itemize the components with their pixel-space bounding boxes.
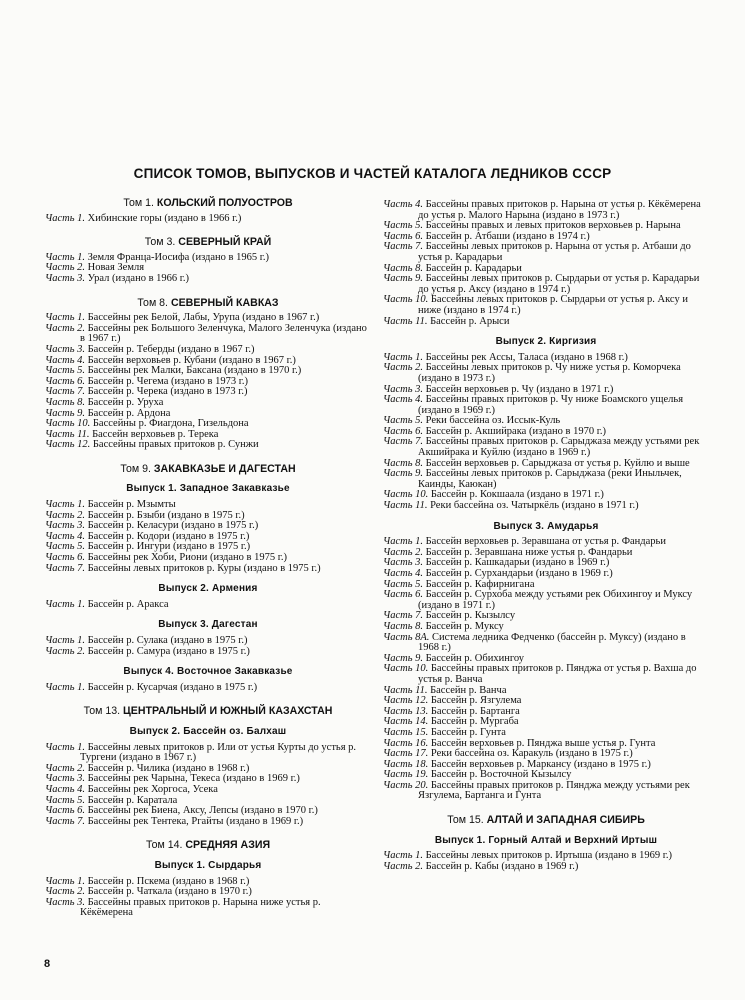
part-label: Часть 11. [383, 684, 428, 696]
part-text: Бассейны рек Ассы, Таласа (издано в 1968 г.) [425, 351, 628, 363]
part-label: Часть 5. [383, 578, 424, 590]
part-label: Часть 2. [45, 322, 86, 334]
part-label: Часть 2. [45, 262, 86, 274]
part-text: Система ледника Федченко (бассейн р. Муксу) (издано в 1968 г.) [418, 631, 686, 654]
part-text: Бассейны правых притоков р. Нарына от устья р. Кёкёмерена до устья р. Малого Нарына (издано в 1973 г.) [418, 199, 701, 221]
list-item [383, 295, 709, 316]
volume-label: Том 15. [447, 814, 484, 827]
part-text: Бассейн р. Чаткала (издано в 1970 г.) [87, 886, 252, 898]
part-text: Бассейн р. Кабы (издано в 1969 г.) [425, 860, 579, 872]
issue-heading: Выпуск 1. Сырдарья [154, 859, 262, 871]
list-item [45, 683, 371, 694]
part-text: Бассейны левых притоков р. Или от устья Курты до устья р. Тургени (издано в 1967 г.) [80, 741, 357, 764]
part-label: Часть 7. [383, 436, 424, 448]
volume-label: Том 14. [145, 839, 183, 852]
volume-heading [45, 237, 371, 248]
part-text: Бассейн р. Сурхандарьи (издано в 1969 г.) [425, 568, 613, 579]
entry-list [45, 600, 371, 611]
part-text: Бассейны правых притоков р. Сунжи [92, 439, 259, 451]
volume-label: Том 3. [144, 236, 176, 249]
part-label: Часть 1. [45, 251, 86, 263]
volume-heading [45, 298, 371, 309]
part-label: Часть 4. [383, 394, 424, 406]
part-text: Бассейн верховьев р. Маркансу (издано в 1975 г.) [430, 758, 651, 770]
part-label: Часть 6. [45, 805, 86, 817]
part-text: Бассейн р. Сулака (издано в 1975 г.) [87, 635, 248, 646]
part-text: Бассейны правых притоков р. Пянджа от устья р. Вахша до устья р. Ванча [418, 663, 697, 685]
issue-heading: Выпуск 3. Амударья [493, 520, 599, 532]
part-label: Часть 2. [45, 509, 86, 521]
volume-name: СЕВЕРНЫЙ КАВКАЗ [170, 296, 279, 309]
part-label: Часть 3. [45, 343, 86, 355]
part-text: Бассейн р. Уруха [87, 396, 164, 408]
entry-list [45, 877, 371, 919]
page-title: СПИСОК ТОМОВ, ВЫПУСКОВ И ЧАСТЕЙ КАТАЛОГА ЛЕДНИКОВ СССР [133, 166, 612, 181]
part-text: Бассейн р. Мзымты [87, 499, 176, 511]
entry-list [45, 683, 371, 694]
part-text: Бассейны правых притоков р. Чу ниже Боамского ущелья (издано в 1969 г.) [418, 394, 684, 416]
part-text: Бассейн верховьев р. Пянджа выше устья р. Гунта [430, 737, 656, 749]
part-label: Часть 3. [45, 896, 86, 908]
list-item [383, 242, 709, 263]
part-text: Бассейны рек Белой, Лабы, Урупа (издано в 1967 г.) [87, 312, 320, 324]
entry-list [383, 353, 709, 512]
part-text: Бассейн р. Обихингоу [425, 652, 524, 664]
issue-heading: Выпуск 2. Армения [158, 583, 258, 595]
part-label: Часть 4. [45, 530, 86, 542]
issue-heading: Выпуск 1. Западное Закавказье [126, 483, 290, 495]
list-item [383, 781, 709, 802]
part-label: Часть 13. [383, 705, 429, 717]
volume-name: СРЕДНЯЯ АЗИЯ [185, 839, 271, 852]
list-item [383, 664, 709, 685]
part-label: Часть 14. [383, 716, 429, 728]
part-text: Бассейны правых притоков р. Пянджа между устьями рек Язгулема, Бартанга и Гунта [418, 779, 690, 802]
volume-label: Том 1. [123, 197, 154, 209]
part-label: Часть 7. [45, 815, 86, 827]
part-text: Бассейн р. Кодори (издано в 1975 г.) [87, 530, 250, 542]
issue-heading: Выпуск 2. Бассейн оз. Балхаш [129, 725, 287, 737]
issue-heading: Выпуск 2. Киргизия [495, 336, 597, 348]
part-label: Часть 1. [45, 741, 86, 753]
part-label: Часть 12. [383, 695, 429, 707]
part-label: Часть 6. [383, 589, 424, 601]
part-text: Бассейн р. Карадарьи [425, 262, 522, 274]
volume-name: ЗАКАВКАЗЬЕ И ДАГЕСТАН [153, 462, 296, 475]
part-label: Часть 5. [45, 365, 86, 377]
issue-heading: Выпуск 4. Восточное Закавказье [123, 666, 293, 678]
part-text: Бассейн верховьев р. Кубани (издано в 1967 г.) [87, 354, 296, 366]
list-item [45, 274, 371, 285]
list-item [45, 564, 371, 575]
part-text: Бассейн р. Пскема (издано в 1968 г.) [87, 875, 250, 887]
part-label: Часть 18. [383, 758, 429, 770]
volume-label: Том 8. [137, 296, 169, 309]
list-item [45, 600, 371, 611]
part-label: Часть 1. [45, 212, 86, 224]
part-text: Реки бассейна оз. Каракуль (издано в 1975 г.) [430, 748, 633, 760]
part-text: Бассейн р. Аракса [87, 598, 169, 610]
part-label: Часть 10. [383, 489, 429, 501]
part-label: Часть 3. [383, 383, 424, 395]
volume-name: АЛТАЙ И ЗАПАДНАЯ СИБИРЬ [486, 814, 645, 827]
part-text: Бассейн р. Язгулема [430, 695, 522, 707]
issue-heading: Выпуск 3. Дагестан [158, 619, 258, 631]
part-label: Часть 3. [45, 773, 86, 785]
volume-label: Том 13. [83, 705, 121, 718]
part-label: Часть 11. [45, 428, 90, 440]
part-label: Часть 20. [383, 779, 429, 791]
part-text: Бассейн р. Чегема (издано в 1973 г.) [87, 375, 248, 387]
part-label: Часть 7. [45, 562, 86, 574]
part-label: Часть 8А. [383, 631, 430, 643]
entry-list [45, 500, 371, 574]
part-label: Часть 5. [45, 794, 86, 806]
part-text: Бассейны рек Хоргоса, Усека [87, 783, 218, 795]
part-label: Часть 4. [383, 568, 424, 579]
part-text: Бассейн верховьев р. Зеравшана от устья р. Фандарьи [425, 536, 666, 548]
list-item [383, 274, 709, 295]
part-text: Бассейн р. Мургаба [430, 716, 519, 728]
volume-name: КОЛЬСКИЙ ПОЛУОСТРОВ [156, 197, 293, 209]
list-item [45, 817, 371, 828]
entry-list [45, 743, 371, 828]
part-label: Часть 1. [45, 681, 86, 693]
part-text: Бассейн р. Акшийрака (издано в 1970 г.) [425, 425, 606, 437]
part-label: Часть 9. [383, 273, 424, 285]
volume-heading [383, 815, 709, 826]
list-item [383, 437, 709, 458]
part-label: Часть 5. [383, 415, 424, 427]
part-label: Часть 8. [383, 620, 424, 632]
part-label: Часть 7. [383, 610, 424, 622]
part-text: Бассейн р. Восточной Кызылсу [430, 769, 572, 781]
part-text: Хибинские горы (издано в 1966 г.) [87, 212, 242, 224]
part-label: Часть 2. [383, 860, 424, 872]
entry-list [45, 636, 371, 657]
part-label: Часть 11. [383, 315, 428, 327]
part-text: Бассейн верховьев р. Чу (издано в 1971 г.) [425, 383, 614, 395]
part-label: Часть 16. [383, 737, 429, 749]
volume-name: СЕВЕРНЫЙ КРАЙ [178, 236, 272, 249]
entry-list [45, 253, 371, 285]
part-label: Часть 7. [45, 386, 86, 398]
part-label: Часть 2. [45, 762, 86, 774]
list-item [45, 647, 371, 658]
part-label: Часть 10. [383, 294, 429, 306]
part-label: Часть 8. [45, 396, 86, 408]
entry-list [45, 313, 371, 451]
part-text: Бассейны левых притоков р. Нарына от устья р. Атбаши до устья р. Карадарьи [418, 241, 691, 263]
list-item [383, 395, 709, 416]
list-item [383, 501, 709, 512]
part-text: Бассейн р. Теберды (издано в 1967 г.) [87, 343, 255, 355]
list-item [383, 469, 709, 490]
part-text: Бассейн р. Каратала [87, 794, 178, 806]
volume-name: ЦЕНТРАЛЬНЫЙ И ЮЖНЫЙ КАЗАХСТАН [123, 705, 333, 718]
part-label: Часть 5. [45, 541, 86, 553]
part-text: Бассейн р. Кокшаала (издано в 1971 г.) [430, 489, 604, 501]
part-text: Бассейны р. Фиагдона, Гизельдона [92, 418, 249, 430]
part-text: Бассейны рек Тентека, Ргайты (издано в 1969 г.) [87, 815, 304, 827]
part-label: Часть 1. [45, 312, 86, 324]
part-text: Реки бассейна оз. Чатыркёль (издано в 1971 г.) [430, 500, 639, 512]
part-label: Часть 3. [45, 520, 86, 532]
part-text: Новая Земля [87, 262, 145, 274]
right-column [383, 200, 709, 872]
part-text: Реки бассейна оз. Иссык-Куль [425, 415, 561, 427]
part-label: Часть 5. [383, 220, 424, 232]
part-text: Бассейн р. Келасури (издано в 1975 г.) [87, 520, 259, 532]
part-text: Бассейн р. Черека (издано в 1973 г.) [87, 386, 248, 398]
part-text: Бассейны правых притоков р. Нарына ниже устья р. Кёкёмерена [80, 896, 321, 919]
part-text: Бассейн р. Кашкадарьи (издано в 1969 г.) [425, 557, 610, 569]
part-text: Бассейны правых и левых притоков верховьев р. Нарына [425, 220, 681, 232]
volume-heading [45, 706, 371, 717]
part-text: Бассейн верховьев р. Терека [92, 428, 219, 440]
left-column [45, 195, 371, 919]
part-text: Бассейны левых притоков р. Сырдарьи от устья р. Аксу и ниже (издано в 1974 г.) [418, 294, 688, 316]
part-text: Бассейны правых притоков р. Сарыджаза между устьями рек Акшийрака и Куйлю (издано в 1969 г.) [418, 436, 700, 459]
part-label: Часть 1. [45, 598, 86, 610]
part-text: Бассейны левых притоков р. Сырдарьи от устья р. Карадарьи до устья р. Аксу (издано в 1974 г.) [418, 273, 700, 295]
part-label: Часть 10. [383, 663, 429, 675]
part-label: Часть 1. [383, 850, 424, 862]
list-item [383, 590, 709, 611]
part-text: Урал (издано в 1966 г.) [87, 272, 190, 284]
list-item [45, 214, 371, 225]
list-item [383, 633, 709, 654]
part-label: Часть 8. [383, 457, 424, 469]
part-label: Часть 19. [383, 769, 429, 781]
part-text: Бассейны левых притоков р. Куры (издано в 1975 г.) [87, 562, 321, 574]
part-text: Бассейны рек Хоби, Риони (издано в 1975 г.) [87, 552, 287, 564]
part-text: Бассейны рек Биена, Аксу, Лепсы (издано в 1970 г.) [87, 805, 318, 817]
list-item [45, 898, 371, 919]
entry-list [45, 214, 371, 225]
issue-heading: Выпуск 1. Горный Алтай и Верхний Иртыш [434, 834, 658, 846]
part-label: Часть 4. [45, 783, 86, 795]
part-label: Часть 8. [383, 262, 424, 274]
part-text: Бассейн р. Кусарчая (издано в 1975 г.) [87, 681, 258, 693]
part-text: Бассейн р. Бзыби (издано в 1975 г.) [87, 509, 245, 521]
part-text: Бассейн р. Ардона [87, 407, 171, 419]
list-item [45, 440, 371, 451]
part-label: Часть 6. [45, 375, 86, 387]
volume-heading [45, 198, 371, 209]
part-text: Бассейн р. Зеравшана ниже устья р. Фандарьи [425, 546, 633, 558]
part-label: Часть 10. [45, 418, 91, 430]
part-text: Бассейны рек Большого Зеленчука, Малого Зеленчука (издано в 1967 г.) [80, 322, 367, 345]
part-label: Часть 6. [45, 552, 86, 564]
part-text: Бассейны левых притоков р. Иртыша (издано в 1969 г.) [425, 850, 672, 862]
part-text: Бассейн р. Арыси [430, 315, 510, 327]
part-label: Часть 6. [383, 425, 424, 437]
part-text: Бассейны левых притоков р. Чу ниже устья р. Коморчека (издано в 1973 г.) [418, 362, 681, 384]
entry-list [383, 537, 709, 802]
part-text: Бассейны рек Малки, Баксана (издано в 1970 г.) [87, 365, 302, 377]
part-text: Бассейн р. Сурхоба между устьями рек Обихингоу и Муксу (издано в 1971 г.) [418, 589, 693, 611]
part-text: Бассейн р. Бартанга [430, 705, 520, 717]
volume-label: Том 9. [120, 462, 151, 475]
part-label: Часть 1. [45, 635, 86, 646]
part-text: Бассейн р. Кызылсу [425, 610, 516, 622]
volume-heading [45, 840, 371, 851]
part-text: Бассейн р. Чилика (издано в 1968 г.) [87, 762, 250, 774]
part-label: Часть 2. [45, 886, 86, 898]
part-label: Часть 12. [45, 439, 91, 451]
part-label: Часть 9. [383, 652, 424, 664]
part-text: Бассейн р. Самура (издано в 1975 г.) [87, 645, 250, 657]
list-item [383, 200, 709, 221]
part-label: Часть 3. [45, 272, 86, 284]
part-text: Бассейн р. Ванча [430, 684, 507, 696]
part-label: Часть 6. [383, 230, 424, 242]
part-text: Бассейны левых притоков р. Сарыджаза (реки Иныльчек, Каинды, Каюкан) [418, 468, 682, 490]
part-text: Бассейн р. Ингури (издано в 1975 г.) [87, 541, 251, 553]
part-text: Бассейн р. Атбаши (издано в 1974 г.) [425, 230, 590, 242]
part-label: Часть 4. [383, 199, 424, 210]
part-label: Часть 4. [45, 354, 86, 366]
part-text: Бассейн верховьев р. Сарыджаза от устья р. Куйлю и выше [425, 457, 690, 469]
entry-list [383, 851, 709, 872]
part-label: Часть 15. [383, 726, 429, 738]
part-text: Бассейн р. Кафирнигана [425, 578, 535, 590]
part-label: Часть 1. [45, 875, 86, 887]
part-label: Часть 1. [383, 351, 424, 363]
entry-list [383, 200, 709, 327]
part-label: Часть 1. [383, 536, 424, 548]
list-item [45, 324, 371, 345]
part-text: Бассейны рек Чарына, Текеса (издано в 1969 г.) [87, 773, 300, 785]
list-item [383, 317, 709, 328]
part-label: Часть 3. [383, 557, 424, 569]
page-number: 8 [44, 958, 51, 970]
part-label: Часть 9. [383, 468, 424, 480]
list-item [383, 862, 709, 873]
list-item [383, 363, 709, 384]
part-text: Земля Франца-Иосифа (издано в 1965 г.) [87, 251, 269, 263]
part-label: Часть 7. [383, 241, 424, 253]
part-label: Часть 2. [45, 645, 86, 657]
part-label: Часть 2. [383, 546, 424, 558]
volume-heading [45, 464, 371, 475]
part-text: Бассейн р. Гунта [430, 726, 506, 738]
part-text: Бассейн р. Муксу [425, 620, 504, 632]
part-label: Часть 11. [383, 500, 428, 512]
part-label: Часть 2. [383, 362, 424, 374]
part-label: Часть 1. [45, 499, 86, 511]
list-item [45, 743, 371, 764]
part-label: Часть 17. [383, 748, 429, 760]
part-label: Часть 9. [45, 407, 86, 419]
